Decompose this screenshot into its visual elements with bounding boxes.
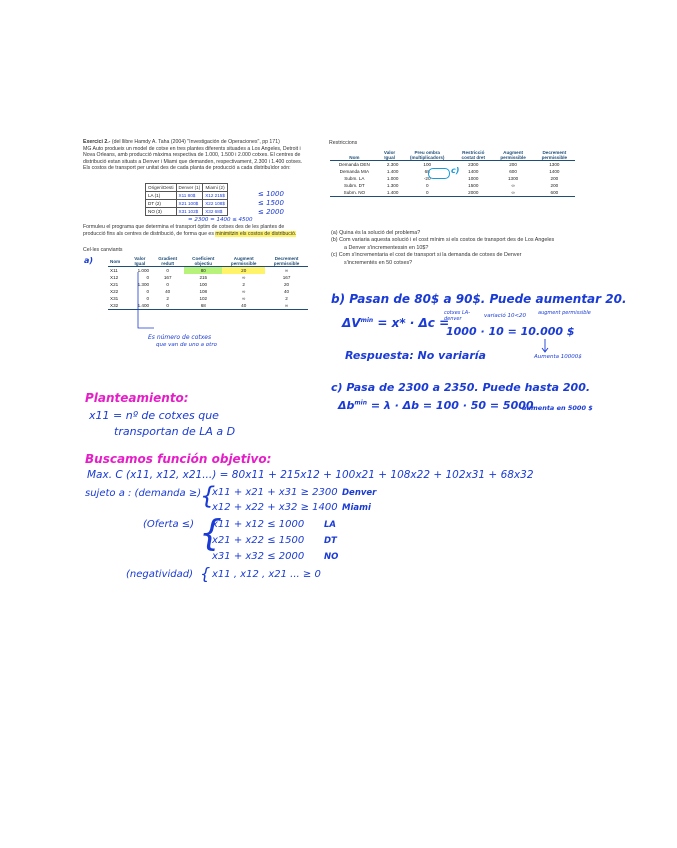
formulate-highlight: minimitzin els costos de distribució. [215,230,297,237]
answer-b-answer: Respuesta: No variaría [345,349,486,362]
cell-coef: 68 [200,303,206,308]
oferta-label: (Oferta ≤) [143,519,195,530]
problem-source: (del llibre Hamdy A. Taha (2004) "Investigación de Operaciones", pp 171) [111,139,280,145]
constraint-denver-label: Denver [342,488,377,498]
problem-title: Exercici 2.- [83,139,111,145]
cell-value: 0 [146,289,150,294]
cell-increase: ∞ [242,296,246,301]
cell-coef: 100 [199,282,208,287]
constraint-la: x11 + x12 ≤ 1000 [212,519,305,530]
restr-rhs: 1500 [468,183,479,188]
col-header: Nom [349,155,360,160]
cell-value: 1.000 [137,268,150,273]
cost-header: Miami (2) [203,184,228,192]
cell-value: 0 [146,275,150,280]
negatividad-label: (negatividad) [126,569,193,580]
problem-line: distribució estan situats a Denver i Miami que demanden, respectivament, 2.300 i 1.400 cotxes. [83,158,303,165]
supply-note-dt: ≤ 1500 [258,199,284,207]
cells-caption: Cel·les canviants [83,247,123,253]
planteamiento-title: Planteamiento: [85,391,189,405]
answer-b-note-3: augment permissible [538,310,591,316]
restr-rhs: 1000 [468,176,479,181]
cell-name: X31 [110,296,119,301]
col-header: Restricció costat dret [461,150,486,160]
cell-gradient: 0 [166,282,169,287]
restr-rhs: 2300 [468,162,479,167]
formulate-line-2 [83,231,323,238]
constraint-la-label: LA [324,520,336,530]
constraint-dt-label: DT [324,536,337,546]
cost-cell: X11 80$ [176,192,203,200]
col-header: Preu ombra (multiplicadors) [409,150,445,160]
answer-c-delta: Δb [338,399,355,412]
cost-cell: X32 68$ [203,208,228,216]
cells-value-bracket [136,270,176,332]
questions [331,230,606,267]
cell-coef: 102 [199,296,208,301]
brace-negatividad: { [200,564,211,583]
constraint-no-label: NO [324,552,339,562]
col-header: Augment permissible [500,150,526,160]
answer-c-line: c) Pasa de 2300 a 2350. Puede hasta 200. [331,381,591,394]
formulate-line-2-start: producció fins als centres de distribució, de forma que es [83,230,216,237]
brace-demanda: { [200,482,216,510]
cell-decrease: 20 [284,282,290,287]
cell-name: X22 [110,289,119,294]
table-row [330,189,575,197]
restr-increase: 600 [509,169,517,174]
restr-decrease: 200 [550,183,559,188]
cell-value: 0 [146,296,150,301]
answer-b-arrow [540,338,550,354]
restr-name: Demanda MIA [339,169,370,174]
cost-table [145,183,228,216]
cost-header: Denver (1) [176,184,203,192]
restr-shadow-price: 0 [425,183,429,188]
supply-note-no: ≤ 2000 [258,208,284,216]
restr-value: 2.300 [386,162,399,167]
restr-decrease: 1400 [549,169,560,174]
answer-c-sup: min [354,399,367,407]
cell-decrease: ∞ [284,303,289,308]
restr-decrease: 600 [550,190,559,195]
restr-rhs: 2000 [468,190,479,195]
cell-coef: 80 [184,267,222,275]
cell-gradient: 167 [163,275,172,280]
answer-b-values: 1000 · 10 = 10.000 $ [446,325,575,338]
constraint-no: x31 + x32 ≤ 2000 [212,551,305,562]
cost-cell: X12 215$ [203,192,228,200]
cells-note-2: que van de uno a otro [156,342,217,348]
problem-line: Nova Orleans, amb producció màxima respectiva de 1.000, 1.500 i 2.000 cotxes. El centres de [83,152,301,159]
constraint-dt: x21 + x22 ≤ 1500 [212,535,305,546]
col-header: Nom [110,258,121,264]
problem-heading [83,139,318,146]
col-header: Augment permissible [230,256,257,266]
cell-increase: 2 [242,282,245,287]
col-header: Valor Igual [383,150,396,160]
restr-increase: ∞ [511,183,515,188]
cell-decrease: 40 [284,289,290,294]
answer-b-formula [342,316,449,330]
cell-coef: 215 [199,275,208,280]
problem-line: Els costos de transport per unitat des de cada planta de producció a cada distribuïdor són: [83,165,291,172]
cell-increase: 20 [222,267,265,275]
cell-value: 1.400 [137,303,150,308]
problem-statement [83,139,318,172]
restr-name: Subm. DT [344,183,365,188]
cost-cell: X21 100$ [176,200,203,208]
cell-gradient: 40 [165,289,171,294]
cell-value: 1.300 [137,282,150,287]
cells-note-1: Es número de cotxes [148,334,212,341]
restr-value: 1.400 [386,169,399,174]
restr-shadow-price: 100 [423,162,432,167]
restr-increase: 200 [509,162,517,167]
restr-name: Subm. NO [343,190,366,195]
cost-cell: X22 108$ [203,200,228,208]
answer-c-aumenta: aumenta en 5000 $ [522,404,593,412]
table-row [330,182,575,189]
cost-origin: LA (1) [146,192,177,200]
col-header: Gradient reduït [158,256,178,266]
answer-b-note-1: cotxes LA-denver [444,310,471,322]
answer-b-line: b) Pasan de 80$ a 90$. Puede aumentar 20. [331,292,627,306]
cell-name: X12 [110,275,119,280]
sujeto-label: sujeto a : (demanda ≥) [85,488,202,499]
demand-note: = 2300 = 1400 ≤ 4500 [188,217,253,223]
table-row [146,192,228,200]
cell-gradient: 2 [166,296,169,301]
restr-decrease: 1300 [549,162,560,167]
restr-increase: 1300 [507,176,519,181]
formulate-text [83,224,323,237]
answer-b-sup: min [360,317,374,324]
cell-increase: ∞ [242,289,246,294]
cell-decrease: 167 [282,275,291,280]
problem-line: MG Auto produeix un model de cotxe en tres plantes diferents situades a Los Angeles, Detroit i [83,145,301,152]
restr-decrease: 200 [550,176,559,181]
restr-name: Subm. LA [344,176,365,181]
supply-note-la: ≤ 1000 [258,190,284,198]
constraint-denver: x11 + x21 + x31 ≥ 2300 [212,487,338,498]
restr-value: 1.300 [386,183,399,188]
constraint-negatividad: x11 , x12 , x21 ... ≥ 0 [212,569,321,580]
answer-b-delta: ΔV [342,316,361,330]
col-header: Decrement permissible [273,256,300,266]
cost-origin: NO (3) [146,208,177,216]
restr-value: 1.400 [386,190,399,195]
restr-shadow-price: -20 [423,176,431,181]
question-a: (a) Quina és la solució del problema? [331,230,421,236]
restr-name: Demanda DEN [338,162,370,167]
answer-b-note-2: variació 10<20 [484,313,527,319]
cell-coef: 108 [199,289,208,294]
table-row [146,200,228,208]
buscamos-title: Buscamos función objetivo: [85,452,272,466]
brace-oferta: { [199,513,222,554]
answer-b-rest: = x* · Δc = [377,316,450,330]
constraint-miami: x12 + x22 + x32 ≥ 1400 [212,502,338,513]
cell-increase: ∞ [242,275,246,280]
x11-definition-2: transportan de LA a D [114,425,236,438]
cell-gradient: 0 [166,303,169,308]
col-header: Decrement permissible [541,150,568,160]
mark-c: c) [451,166,460,175]
formulate-line-1: Formuleu el programa que determina el transport òptim de cotxes des de les plantes de [83,224,285,230]
restr-increase: ∞ [511,190,515,195]
question-b: (b) Com variaria aquesta solució i el cost mínim si els costos de transport des de Los Angeles [331,237,555,244]
restr-value: 1.000 [386,176,399,181]
table-row [146,208,228,216]
constraint-miami-label: Miami [342,503,371,513]
cell-decrease: 2 [285,296,288,301]
table-row [330,175,575,182]
cell-increase: 40 [241,303,247,308]
cost-origin: DT (2) [146,200,177,208]
question-c: (c) Com s'incrementaria el cost de transport si la demanda de cotxes de Denver [331,252,522,259]
question-c-cont: s'incrementés en 50 cotxes? [344,259,413,266]
restr-shadow-price: 0 [425,190,429,195]
cell-name: X32 [110,303,119,308]
cell-name: X11 [110,268,118,273]
shadow-price-circle [428,168,450,179]
cost-header: Origen\Desti [146,184,177,192]
answer-c-formula [338,399,534,412]
cost-cell: X31 102$ [176,208,203,216]
question-b-cont: a Denver s'incrementessin en 10$? [344,244,429,251]
cell-decrease: ∞ [284,268,289,273]
cell-gradient: 0 [166,268,169,273]
answer-c-rest: = λ · Δb = 100 · 50 = 5000 [370,399,534,412]
objective-function: Max. C (x11, x12, x21...) = 80x11 + 215x12 + 100x21 + 108x22 + 102x31 + 68x32 [87,469,534,481]
cell-name: X21 [110,282,119,287]
answer-b-aumenta: Aumenta 10000$ [534,354,582,360]
restr-shadow-price: 68 [424,169,430,174]
col-header: Valor Igual [134,256,146,266]
col-header: Coeficient objectiu [192,256,215,266]
restr-rhs: 1400 [468,169,479,174]
restrictions-caption: Restriccions [329,140,358,146]
x11-definition: x11 = nº de cotxes que [89,409,219,422]
cells-label-a: a) [84,256,94,265]
